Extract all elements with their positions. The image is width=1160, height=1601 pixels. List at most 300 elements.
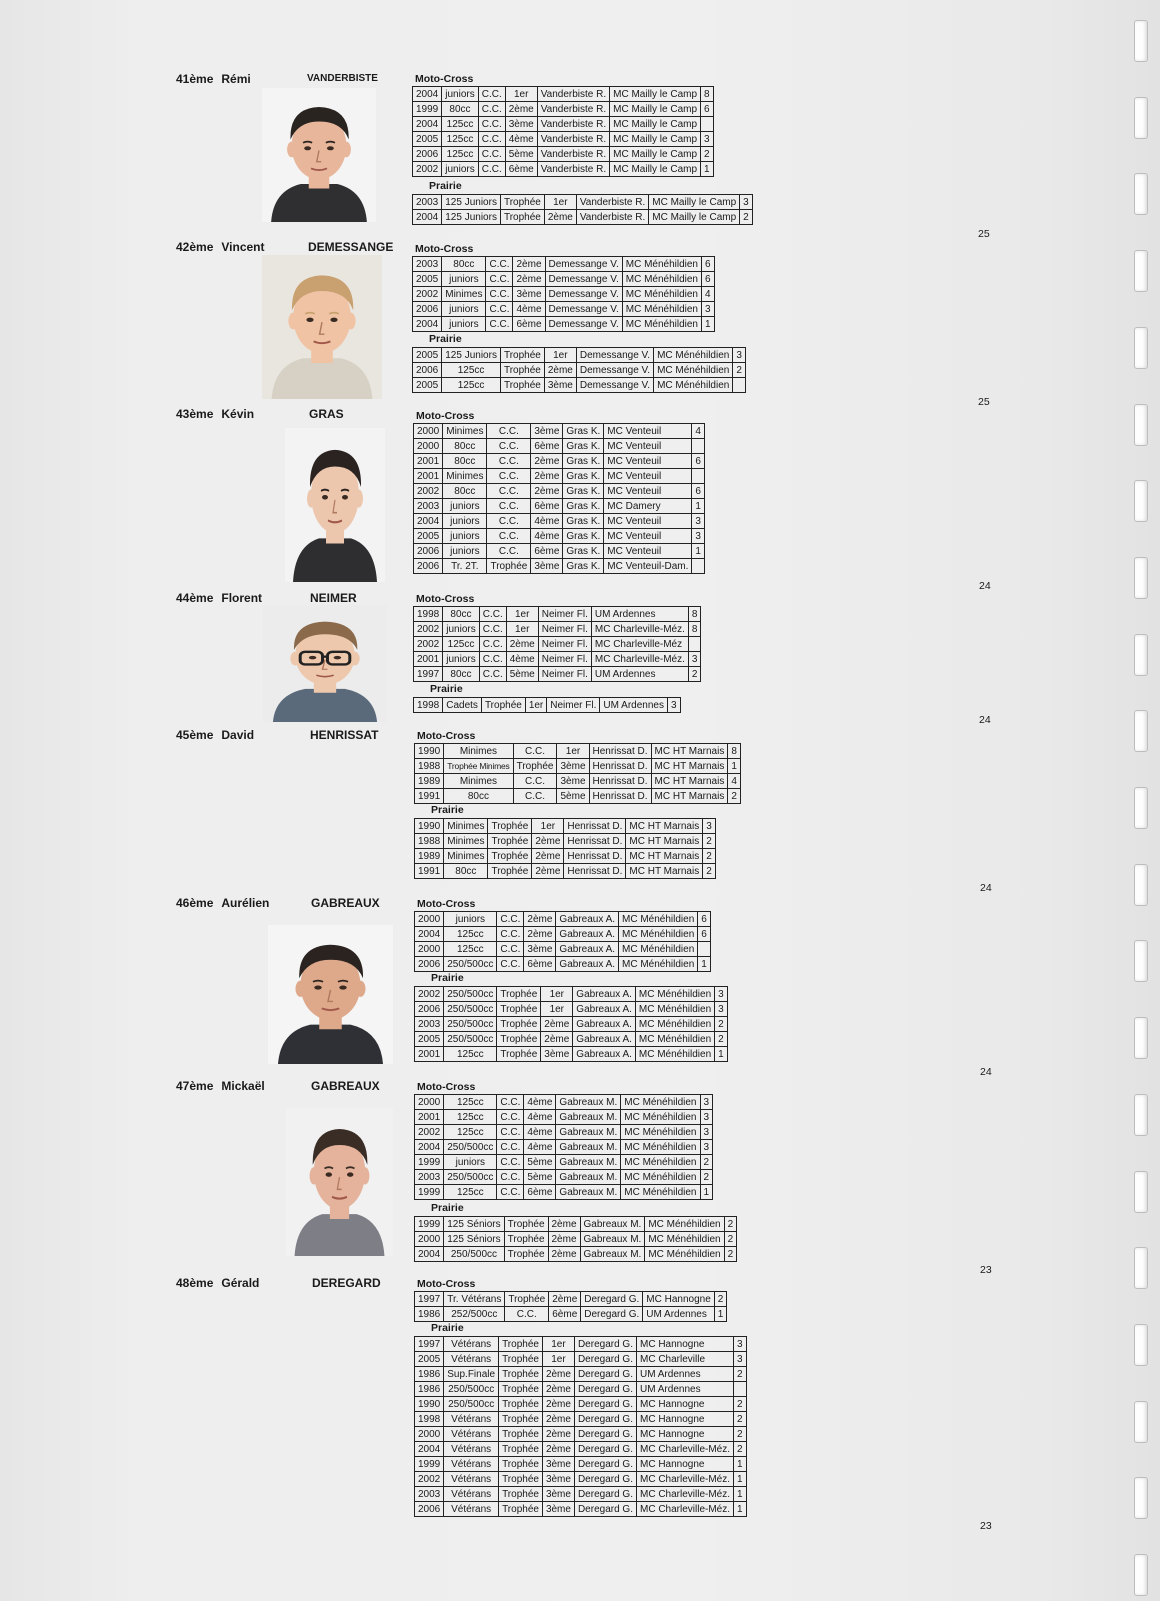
table-cell: Demessange V.	[576, 378, 653, 393]
motocross-section-label: Moto-Cross	[416, 410, 475, 422]
table-cell: 2	[728, 789, 741, 804]
table-cell: 125cc	[444, 927, 497, 942]
table-row	[414, 622, 701, 637]
table-cell: Gabreaux A.	[573, 987, 636, 1002]
portrait-photo	[285, 428, 385, 582]
motocross-section-label: Moto-Cross	[415, 243, 474, 255]
table-cell: 2006	[413, 302, 442, 317]
table-cell: MC Ménéhildien	[621, 1095, 700, 1110]
table-cell: 2ème	[505, 102, 537, 117]
table-row	[415, 987, 728, 1002]
last-name: VANDERBISTE	[307, 73, 378, 84]
table-cell: 80cc	[443, 607, 479, 622]
table-row	[413, 378, 746, 393]
table-cell	[692, 439, 705, 454]
table-cell: C.C.	[487, 484, 531, 499]
table-row	[415, 942, 711, 957]
table-cell: 8	[688, 622, 701, 637]
table-row	[415, 1125, 713, 1140]
prairie-section-label: Prairie	[430, 683, 463, 695]
table-cell	[688, 637, 701, 652]
table-cell: MC Venteuil	[604, 439, 692, 454]
table-cell: Gabreaux M.	[556, 1185, 621, 1200]
table-cell: 125cc	[444, 942, 497, 957]
table-row	[414, 439, 705, 454]
table-cell: Trophée	[500, 348, 544, 363]
table-cell: Neimer Fl.	[538, 607, 591, 622]
table-cell: Gabreaux M.	[580, 1232, 645, 1247]
table-cell: 2ème	[506, 637, 538, 652]
table-cell: 2ème	[541, 1017, 573, 1032]
portrait-photo	[286, 1108, 393, 1256]
table-cell: 2ème	[549, 1292, 581, 1307]
table-cell: 8	[728, 744, 741, 759]
table-cell: 4ème	[531, 529, 563, 544]
table-cell: Demessange V.	[545, 287, 622, 302]
table-cell: C.C.	[497, 942, 524, 957]
table-cell	[692, 469, 705, 484]
table-cell: 6ème	[505, 162, 537, 177]
prairie-section-label: Prairie	[431, 1202, 464, 1214]
player-rank-and-first-name	[176, 591, 262, 605]
table-cell: 3ème	[531, 424, 563, 439]
table-cell: 3	[692, 529, 705, 544]
table-cell: 2ème	[531, 469, 563, 484]
binding-hole	[1134, 557, 1148, 599]
table-cell: MC Mailly le Camp	[649, 210, 740, 225]
table-cell: 3ème	[524, 942, 556, 957]
table-row	[415, 1232, 737, 1247]
binding-hole	[1134, 710, 1148, 752]
table-cell: MC Venteuil	[604, 544, 692, 559]
table-cell: 125 Juniors	[442, 195, 501, 210]
table-cell: C.C.	[486, 287, 513, 302]
table-cell: juniors	[442, 87, 478, 102]
table-cell: MC HT Marnais	[651, 744, 728, 759]
table-cell: Gras K.	[563, 484, 604, 499]
table-cell: Sup.Finale	[444, 1367, 499, 1382]
table-cell: 2004	[414, 514, 443, 529]
table-cell: Gabreaux M.	[556, 1140, 621, 1155]
mx-results-table	[413, 423, 705, 574]
prairie-section-label: Prairie	[431, 804, 464, 816]
table-cell: 6	[692, 484, 705, 499]
table-cell: 250/500cc	[444, 1170, 497, 1185]
table-cell: 1	[698, 957, 711, 972]
table-cell: Deregard G.	[574, 1397, 636, 1412]
table-cell: 2	[715, 1017, 728, 1032]
table-cell: 250/500cc	[444, 957, 497, 972]
table-cell: MC Hannogne	[636, 1412, 733, 1427]
table-cell: Gabreaux M.	[556, 1155, 621, 1170]
mx-results-table	[413, 606, 701, 682]
table-cell: 2000	[414, 439, 443, 454]
table-cell: 2006	[414, 559, 443, 574]
table-cell: 1998	[415, 1412, 444, 1427]
table-cell: MC Ménéhildien	[621, 1140, 700, 1155]
table-cell: 2000	[415, 1095, 444, 1110]
table-row	[415, 1185, 713, 1200]
table-cell: 1989	[415, 849, 444, 864]
table-cell: Henrissat D.	[564, 864, 626, 879]
table-cell: C.C.	[497, 1185, 524, 1200]
table-cell: 80cc	[444, 789, 513, 804]
table-cell: Vétérans	[444, 1442, 499, 1457]
table-cell: Neimer Fl.	[538, 667, 591, 682]
table-cell: 2ème	[513, 257, 545, 272]
table-cell: 2005	[413, 348, 442, 363]
table-row	[414, 514, 705, 529]
table-cell: MC Hannogne	[636, 1337, 733, 1352]
player-rank-and-first-name	[176, 728, 254, 742]
table-cell: 250/500cc	[444, 1140, 497, 1155]
table-row	[415, 957, 711, 972]
table-cell: 3	[734, 1337, 747, 1352]
table-cell: Trophée	[499, 1472, 543, 1487]
table-row	[413, 257, 715, 272]
table-cell: MC Ménéhildien	[654, 378, 733, 393]
table-row	[415, 912, 711, 927]
table-cell: MC Ménéhildien	[619, 912, 698, 927]
motocross-section-label: Moto-Cross	[417, 730, 476, 742]
table-cell: 2ème	[542, 1442, 574, 1457]
table-cell: C.C.	[487, 544, 531, 559]
table-cell: 125 Juniors	[442, 210, 501, 225]
table-cell: 2	[734, 1367, 747, 1382]
table-cell: 2ème	[548, 1217, 580, 1232]
table-cell: Trophée	[504, 1247, 548, 1262]
table-cell: MC Venteuil	[604, 469, 692, 484]
binding-hole	[1134, 787, 1148, 829]
table-cell: C.C.	[497, 1140, 524, 1155]
table-cell: C.C.	[497, 1095, 524, 1110]
table-cell: 1988	[415, 834, 444, 849]
table-cell: MC Ménéhildien	[645, 1247, 724, 1262]
table-cell: 3ème	[542, 1457, 574, 1472]
table-cell: Vétérans	[444, 1412, 499, 1427]
table-cell: juniors	[443, 514, 487, 529]
table-row	[415, 1170, 713, 1185]
table-cell: MC Hannogne	[636, 1397, 733, 1412]
table-cell: 6	[701, 102, 714, 117]
table-row	[415, 1217, 737, 1232]
table-cell: C.C.	[479, 622, 506, 637]
table-cell: MC Ménéhildien	[645, 1232, 724, 1247]
table-cell: Trophée	[499, 1412, 543, 1427]
table-cell: 6ème	[531, 439, 563, 454]
table-cell: MC HT Marnais	[626, 849, 703, 864]
table-cell: 3	[733, 348, 746, 363]
table-cell: Trophée	[497, 1032, 541, 1047]
table-cell: 1990	[415, 1397, 444, 1412]
table-cell: 2005	[413, 378, 442, 393]
table-cell: 1986	[415, 1382, 444, 1397]
table-cell: 2	[724, 1247, 737, 1262]
pr-results-table	[412, 194, 753, 225]
table-cell: 6	[692, 454, 705, 469]
table-cell: C.C.	[478, 162, 505, 177]
table-row	[415, 1502, 747, 1517]
table-cell: 3ème	[544, 378, 576, 393]
table-row	[413, 132, 714, 147]
table-cell: 2	[740, 210, 753, 225]
table-cell: 6	[702, 257, 715, 272]
table-row	[415, 789, 741, 804]
table-cell: 2ème	[548, 1247, 580, 1262]
table-row	[414, 454, 705, 469]
table-cell: Trophée	[488, 819, 532, 834]
table-row	[415, 834, 716, 849]
table-cell: C.C.	[513, 789, 557, 804]
table-cell: juniors	[443, 544, 487, 559]
table-cell: 1	[701, 162, 714, 177]
table-cell: 2ème	[513, 272, 545, 287]
pr-results-table	[412, 347, 746, 393]
table-cell: 6ème	[549, 1307, 581, 1322]
table-cell: Deregard G.	[574, 1367, 636, 1382]
table-cell: UM Ardennes	[636, 1367, 733, 1382]
table-cell: UM Ardennes	[591, 607, 688, 622]
table-cell: C.C.	[479, 637, 506, 652]
table-cell: C.C.	[497, 927, 524, 942]
table-cell: MC Ménéhildien	[635, 1002, 714, 1017]
table-cell: Gabreaux M.	[556, 1095, 621, 1110]
table-row	[415, 1487, 747, 1502]
binding-hole	[1134, 250, 1148, 292]
table-cell: 2ème	[542, 1397, 574, 1412]
table-cell: Minimes	[443, 469, 487, 484]
rank-label: 42ème	[176, 240, 214, 254]
table-cell: Deregard G.	[581, 1292, 643, 1307]
table-cell: Neimer Fl.	[538, 637, 591, 652]
table-cell: Trophée	[497, 987, 541, 1002]
table-cell: Vanderbiste R.	[576, 195, 648, 210]
table-cell: 2ème	[542, 1367, 574, 1382]
table-cell: MC Charleville-Méz	[591, 637, 688, 652]
table-cell: C.C.	[486, 317, 513, 332]
table-cell: 2004	[413, 117, 442, 132]
table-cell: 1999	[415, 1155, 444, 1170]
table-cell: 2ème	[524, 927, 556, 942]
table-cell: MC Charleville-Méz.	[591, 652, 688, 667]
table-cell: 1	[734, 1502, 747, 1517]
table-cell: MC HT Marnais	[651, 789, 728, 804]
table-row	[415, 1382, 747, 1397]
table-cell: 2	[724, 1217, 737, 1232]
table-cell: C.C.	[487, 469, 531, 484]
table-cell: 2002	[414, 484, 443, 499]
table-cell: 2ème	[542, 1412, 574, 1427]
points-total: 24	[980, 882, 992, 894]
table-cell: Gabreaux M.	[580, 1247, 645, 1262]
table-cell: 3ème	[531, 559, 563, 574]
table-cell: 1	[715, 1047, 728, 1062]
table-cell: 2002	[414, 622, 443, 637]
binding-hole	[1134, 20, 1148, 62]
table-row	[413, 210, 753, 225]
table-cell: Trophée	[488, 834, 532, 849]
table-cell: Trophée	[499, 1397, 543, 1412]
table-cell: 4ème	[506, 652, 538, 667]
table-cell: 2003	[415, 1487, 444, 1502]
table-cell: juniors	[442, 162, 478, 177]
table-cell: 2001	[414, 454, 443, 469]
table-cell: 2006	[415, 1002, 444, 1017]
table-cell: 1988	[415, 759, 444, 774]
table-cell: C.C.	[478, 87, 505, 102]
table-row	[415, 864, 716, 879]
table-row	[415, 1367, 747, 1382]
table-cell: 2003	[413, 195, 442, 210]
first-name: Aurélien	[221, 896, 270, 910]
table-cell: MC Charleville-Méz.	[636, 1502, 733, 1517]
table-cell: MC Venteuil	[604, 484, 692, 499]
table-row	[413, 147, 714, 162]
table-row	[415, 1352, 747, 1367]
table-cell: 3	[715, 1002, 728, 1017]
table-cell: C.C.	[486, 302, 513, 317]
table-cell: MC Mailly le Camp	[649, 195, 740, 210]
table-cell: juniors	[442, 302, 486, 317]
motocross-section-label: Moto-Cross	[417, 1081, 476, 1093]
table-cell: 2006	[413, 147, 442, 162]
table-cell: 2	[715, 1032, 728, 1047]
table-cell: 2	[701, 147, 714, 162]
table-cell: Trophée	[505, 1292, 549, 1307]
table-cell: 2005	[414, 529, 443, 544]
table-row	[414, 698, 681, 713]
table-cell: Henrissat D.	[564, 834, 626, 849]
table-cell: 2002	[413, 287, 442, 302]
table-row	[413, 272, 715, 287]
table-cell: Henrissat D.	[589, 759, 651, 774]
table-row	[415, 1412, 747, 1427]
table-cell: 1er	[541, 987, 573, 1002]
table-cell: MC Mailly le Camp	[610, 162, 701, 177]
table-cell: MC Ménéhildien	[635, 1032, 714, 1047]
table-cell: 1er	[525, 698, 546, 713]
table-cell: MC Ménéhildien	[621, 1155, 700, 1170]
table-cell: 1999	[415, 1217, 444, 1232]
table-cell: MC Mailly le Camp	[610, 102, 701, 117]
table-row	[413, 363, 746, 378]
table-row	[414, 652, 701, 667]
table-cell: MC Venteuil	[604, 454, 692, 469]
table-cell: Gabreaux A.	[556, 927, 619, 942]
table-cell: 3ème	[542, 1487, 574, 1502]
table-cell: 2004	[413, 317, 442, 332]
table-cell: 1998	[414, 698, 443, 713]
binding-hole	[1134, 1401, 1148, 1443]
binding-hole	[1134, 634, 1148, 676]
table-cell: UM Ardennes	[636, 1382, 733, 1397]
table-cell: MC Ménéhildien	[621, 1110, 700, 1125]
table-row	[415, 759, 741, 774]
table-cell: C.C.	[505, 1307, 549, 1322]
table-row	[415, 744, 741, 759]
table-cell: UM Ardennes	[600, 698, 668, 713]
table-cell: C.C.	[478, 147, 505, 162]
table-cell: MC Ménéhildien	[621, 1125, 700, 1140]
player-rank-and-first-name	[176, 1079, 265, 1093]
table-cell: 3ème	[513, 287, 545, 302]
table-cell: 2	[700, 1170, 713, 1185]
table-row	[415, 1017, 728, 1032]
table-cell: 80cc	[443, 484, 487, 499]
table-row	[415, 927, 711, 942]
table-cell: Demessange V.	[576, 363, 653, 378]
table-cell: 125 Séniors	[444, 1232, 504, 1247]
table-cell: MC HT Marnais	[626, 864, 703, 879]
table-cell: 1997	[415, 1292, 444, 1307]
table-cell: 3	[734, 1352, 747, 1367]
table-cell: 2005	[415, 1032, 444, 1047]
table-cell: Gabreaux M.	[580, 1217, 645, 1232]
table-cell: 2	[734, 1442, 747, 1457]
table-cell: C.C.	[478, 102, 505, 117]
table-cell: 2002	[415, 1125, 444, 1140]
table-cell: 2006	[414, 544, 443, 559]
table-row	[414, 529, 705, 544]
table-cell: Trophée	[487, 559, 531, 574]
pr-results-table	[413, 697, 681, 713]
table-cell: Demessange V.	[545, 302, 622, 317]
first-name: Gérald	[221, 1276, 260, 1290]
table-cell: C.C.	[486, 272, 513, 287]
table-cell: Trophée	[488, 849, 532, 864]
table-cell: 1997	[414, 667, 443, 682]
table-cell: 2ème	[532, 864, 564, 879]
table-cell: 125cc	[442, 363, 501, 378]
binding-hole	[1134, 480, 1148, 522]
table-cell: Vétérans	[444, 1352, 499, 1367]
table-row	[415, 1095, 713, 1110]
table-cell: C.C.	[479, 652, 506, 667]
table-cell: MC HT Marnais	[626, 819, 703, 834]
table-cell: 1	[702, 317, 715, 332]
motocross-section-label: Moto-Cross	[417, 1278, 476, 1290]
table-cell: 2004	[413, 87, 442, 102]
binding-hole	[1134, 1477, 1148, 1519]
table-cell: MC Charleville-Méz.	[636, 1487, 733, 1502]
table-cell: Minimes	[444, 849, 488, 864]
table-cell: 2005	[415, 1352, 444, 1367]
table-cell: Henrissat D.	[589, 774, 651, 789]
table-cell: C.C.	[497, 1155, 524, 1170]
table-cell: Minimes	[444, 744, 513, 759]
first-name: Kévin	[221, 407, 255, 421]
table-cell: 2005	[413, 272, 442, 287]
binding-hole	[1134, 1247, 1148, 1289]
table-cell: 6ème	[531, 544, 563, 559]
table-cell: C.C.	[497, 1110, 524, 1125]
table-cell: 3ème	[542, 1472, 574, 1487]
points-total: 23	[980, 1264, 992, 1276]
table-cell: MC Charleville	[636, 1352, 733, 1367]
table-cell: 2	[734, 1427, 747, 1442]
table-cell: 1	[728, 759, 741, 774]
table-cell: Gras K.	[563, 439, 604, 454]
portrait-photo	[262, 255, 382, 399]
table-cell: C.C.	[478, 117, 505, 132]
table-cell: MC Ménéhildien	[622, 317, 701, 332]
pr-results-table	[414, 818, 716, 879]
table-cell: 2003	[413, 257, 442, 272]
prairie-section-label: Prairie	[429, 180, 462, 192]
table-cell: Neimer Fl.	[538, 652, 591, 667]
table-cell: 3ème	[557, 774, 589, 789]
table-cell: Neimer Fl.	[538, 622, 591, 637]
